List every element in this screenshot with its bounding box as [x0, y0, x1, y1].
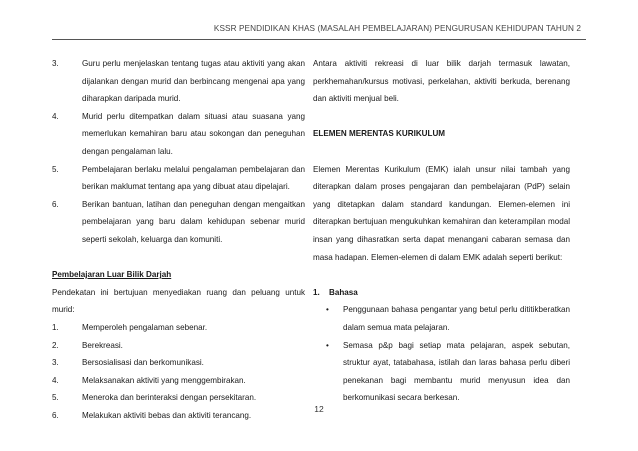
bullet-text: Semasa p&p bagi setiap mata pelajaran, aspek sebutan, struktur ayat, tatabahasa, istilah dan laras bahasa perlu diberi penekanan bagi membantu murid menyusun idea dan berkomunikasi secara berkesan.: [343, 340, 570, 403]
item-text: Memperoleh pengalaman sebenar.: [82, 322, 208, 332]
bullet-text: Penggunaan bahasa pengantar yang betul perlu dititikberatkan dalam semua mata pelajaran.: [343, 305, 570, 332]
subsection-number: 1.: [313, 287, 320, 297]
item-number: 4.: [52, 375, 59, 385]
item-text: Pembelajaran berlaku melalui pengalaman pembelajaran dan berikan maklumat tentang apa yang dibuat atau dipelajari.: [82, 164, 305, 192]
item-number: 1.: [52, 322, 59, 332]
list-item: [52, 372, 305, 390]
spacer: [52, 249, 305, 267]
item-number: 3.: [52, 59, 59, 68]
item-number: 5.: [52, 393, 59, 403]
item-number: 6.: [52, 410, 59, 420]
right-column: [313, 55, 570, 407]
item-text: Meneroka dan berinteraksi dengan persekitaran.: [82, 393, 257, 403]
bullet-icon: •: [326, 305, 329, 315]
section-heading: Pembelajaran Luar Bilik Darjah: [52, 270, 172, 280]
list-item: [52, 337, 305, 355]
item-text: Bersosialisasi dan berkomunikasi.: [82, 358, 204, 368]
list-item: [52, 196, 305, 249]
page-header: [0, 24, 638, 42]
item-text: Guru perlu menjelaskan tentang tugas atau aktiviti yang akan dijalankan dengan murid dan berbincang mengenai apa yang diharapkan daripada murid.: [82, 59, 305, 104]
list-item: [52, 161, 305, 196]
list-item: [52, 354, 305, 372]
bullet-icon: •: [326, 340, 329, 350]
spacer: [313, 108, 570, 126]
bullet-item: [313, 301, 570, 336]
list-item: [52, 55, 305, 108]
item-number: 4.: [52, 111, 59, 121]
item-text: Berikan bantuan, latihan dan peneguhan dengan mengaitkan pembelajaran yang baru dalam kehidupan sebenar murid seperti sekolah, keluarga dan komuniti.: [82, 199, 305, 244]
subsection-title: Bahasa: [329, 287, 358, 297]
item-number: 2.: [52, 340, 59, 350]
section-intro: Pendekatan ini bertujuan menyediakan ruang dan peluang untuk murid:: [52, 287, 305, 315]
list-item: [52, 108, 305, 161]
left-column: [52, 55, 305, 424]
header-title: KSSR PENDIDIKAN KHAS (MASALAH PEMBELAJARAN) PENGURUSAN KEHIDUPAN TAHUN 2: [213, 24, 581, 33]
item-number: 5.: [52, 164, 59, 174]
subsection-heading: [313, 284, 570, 302]
item-text: Melakukan aktiviti bebas dan aktiviti terancang.: [82, 410, 252, 420]
item-number: 6.: [52, 199, 59, 209]
item-text: Murid perlu ditempatkan dalam situasi atau suasana yang memerlukan kemahiran baru atau sokongan dan peneguhan dengan pengalaman lalu.: [82, 111, 305, 156]
list-item: [52, 319, 305, 337]
recreation-paragraph: Antara aktiviti rekreasi di luar bilik darjah termasuk lawatan, perkhemahan/kursus motivasi, perkelahan, aktiviti berkuda, berenang dan aktiviti menjual beli.: [313, 59, 570, 104]
item-text: Berekreasi.: [82, 340, 123, 350]
bullet-item: [313, 337, 570, 407]
item-text: Melaksanakan aktiviti yang menggembirakan.: [82, 375, 246, 385]
header-rule: [52, 39, 586, 40]
spacer: [313, 266, 570, 284]
emk-paragraph: Elemen Merentas Kurikulum (EMK) ialah unsur nilai tambah yang diterapkan dalam proses pengajaran dan pembelajaran (PdP) selain yang ditetapkan dalam standard kandungan. Elemen-elemen ini diterapkan bertujuan mengukuhkan kemahiran dan keterampilan modal insan yang dihasratkan serta dapat menangani cabaran semasa dan masa hadapan. Elemen-elemen di dalam EMK adalah seperti berikut:: [313, 164, 570, 262]
section-heading: ELEMEN MERENTAS KURIKULUM: [313, 129, 446, 139]
page-number: 12: [314, 404, 324, 414]
spacer: [313, 143, 570, 161]
item-number: 3.: [52, 358, 59, 368]
